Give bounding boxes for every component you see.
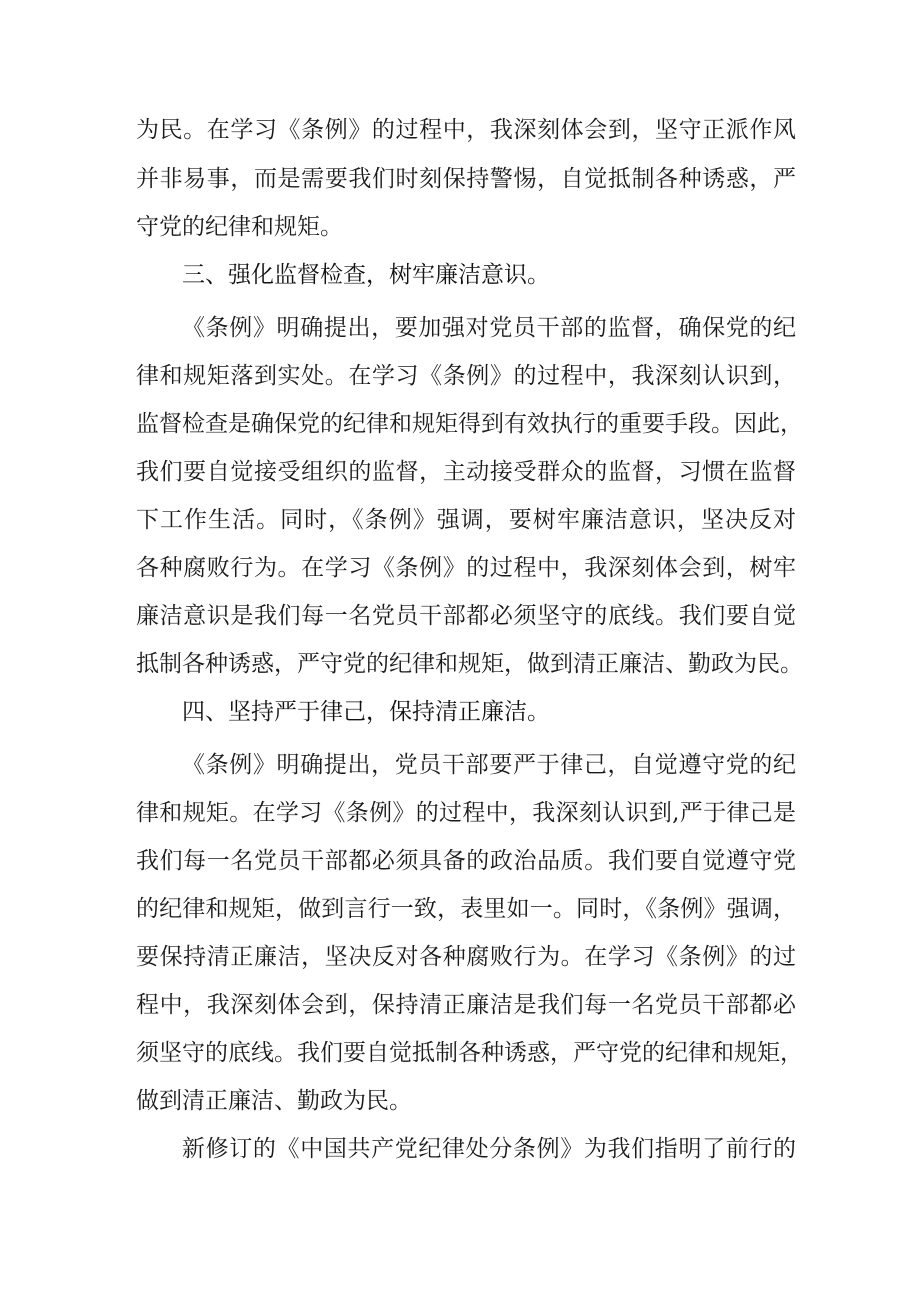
section3-line-4: 我们要自觉接受组织的监督，主动接受群众的监督，习惯在监督 (136, 459, 796, 485)
section3-line-3: 监督检查是确保党的纪律和规矩得到有效执行的重要手段。因此， (136, 411, 803, 437)
section4-line-1: 《条例》明确提出，党员干部要严于律己，自觉遵守党的纪 (182, 752, 796, 778)
section3-line-8: 抵制各种诱惑，严守党的纪律和规矩，做到清正廉洁、勤政为民。 (136, 651, 803, 677)
section4-line-2: 律和规矩。在学习《条例》的过程中，我深刻认识到,严于律己是 (136, 800, 796, 826)
section3-line-2: 律和规矩落到实处。在学习《条例》的过程中，我深刻认识到， (136, 363, 796, 389)
closing-line-1: 新修订的《中国共产党纪律处分条例》为我们指明了前行的 (182, 1136, 796, 1162)
section4-line-6: 程中，我深刻体会到，保持清正廉洁是我们每一名党员干部都必 (136, 992, 796, 1018)
section4-heading: 四、坚持严于律己，保持清正廉洁。 (182, 699, 550, 725)
intro-line-2: 并非易事，而是需要我们时刻保持警惕，自觉抵制各种诱惑，严 (136, 166, 796, 192)
section4-line-8: 做到清正廉洁、勤政为民。 (136, 1088, 412, 1114)
section4-line-3: 我们每一名党员干部都必须具备的政治品质。我们要自觉遵守党 (136, 848, 796, 874)
section4-line-5: 要保持清正廉洁，坚决反对各种腐败行为。在学习《条例》的过 (136, 944, 796, 970)
section4-line-4: 的纪律和规矩，做到言行一致，表里如一。同时，《条例》强调， (136, 896, 796, 922)
section3-line-6: 各种腐败行为。在学习《条例》的过程中，我深刻体会到，树牢 (136, 555, 796, 581)
section3-line-7: 廉洁意识是我们每一名党员干部都必须坚守的底线。我们要自觉 (136, 603, 796, 629)
section3-line-5: 下工作生活。同时，《条例》强调，要树牢廉洁意识，坚决反对 (136, 507, 796, 533)
intro-line-3: 守党的纪律和规矩。 (136, 214, 343, 240)
section4-line-7: 须坚守的底线。我们要自觉抵制各种诱惑，严守党的纪律和规矩， (136, 1040, 803, 1066)
section3-heading: 三、强化监督检查，树牢廉洁意识。 (182, 262, 550, 288)
section3-line-1: 《条例》明确提出，要加强对党员干部的监督，确保党的纪 (182, 315, 796, 341)
intro-line-1: 为民。在学习《条例》的过程中，我深刻体会到，坚守正派作风 (136, 117, 796, 143)
